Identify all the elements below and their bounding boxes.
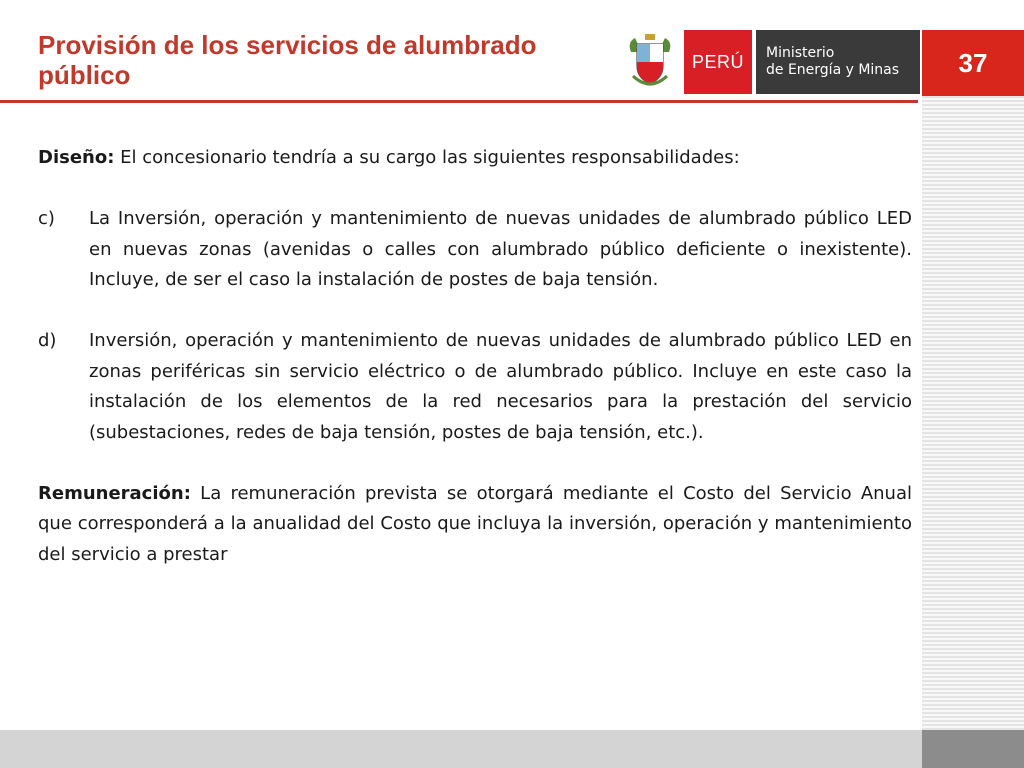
ministry-logo <box>622 30 920 94</box>
footer-bar <box>0 730 922 768</box>
peru-label: PERÚ <box>684 30 752 94</box>
remuneration-text: La remuneración prevista se otorgará mediante el Costo del Servicio Anual que corresponderá a la anualidad del Costo que incluya la inversión, operación y mantenimiento del servicio a prestar <box>38 482 912 565</box>
footer-corner <box>922 730 1024 768</box>
ministry-name <box>756 30 920 94</box>
decorative-sidebar <box>922 96 1024 730</box>
ministry-name-line1: Ministerio <box>766 45 835 61</box>
slide-title: Provisión de los servicios de alumbrado público <box>38 30 537 90</box>
list-item <box>38 204 912 296</box>
slide-content <box>38 143 912 570</box>
page-number-badge: 37 <box>922 30 1024 96</box>
list-item-text: La Inversión, operación y mantenimiento de nuevas unidades de alumbrado público LED en nuevas zonas (avenidas o calles con alumbrado público deficiente o inexistente). Incluye, de ser el caso la instalación de postes de baja tensión. <box>89 208 912 290</box>
title-divider <box>0 100 918 103</box>
list-item-text: Inversión, operación y mantenimiento de nuevas unidades de alumbrado público LED en zonas periféricas sin servicio eléctrico o de alumbrado público. Incluye en este caso la instalación de los elementos de la red necesarios para la prestación del servicio (subestaciones, redes de baja tensión, postes de baja tensión, etc.). <box>89 330 912 443</box>
list-item-marker: c) <box>38 208 55 229</box>
design-paragraph <box>38 143 912 174</box>
list-item-marker: d) <box>38 330 57 351</box>
ministry-name-line2: de Energía y Minas <box>766 62 900 78</box>
design-label: Diseño: <box>38 147 115 168</box>
design-text: El concesionario tendría a su cargo las siguientes responsabilidades: <box>114 147 740 168</box>
list-item <box>38 326 912 448</box>
coat-of-arms-icon <box>622 30 678 94</box>
remuneration-paragraph <box>38 479 912 571</box>
remuneration-label: Remuneración: <box>38 482 191 504</box>
